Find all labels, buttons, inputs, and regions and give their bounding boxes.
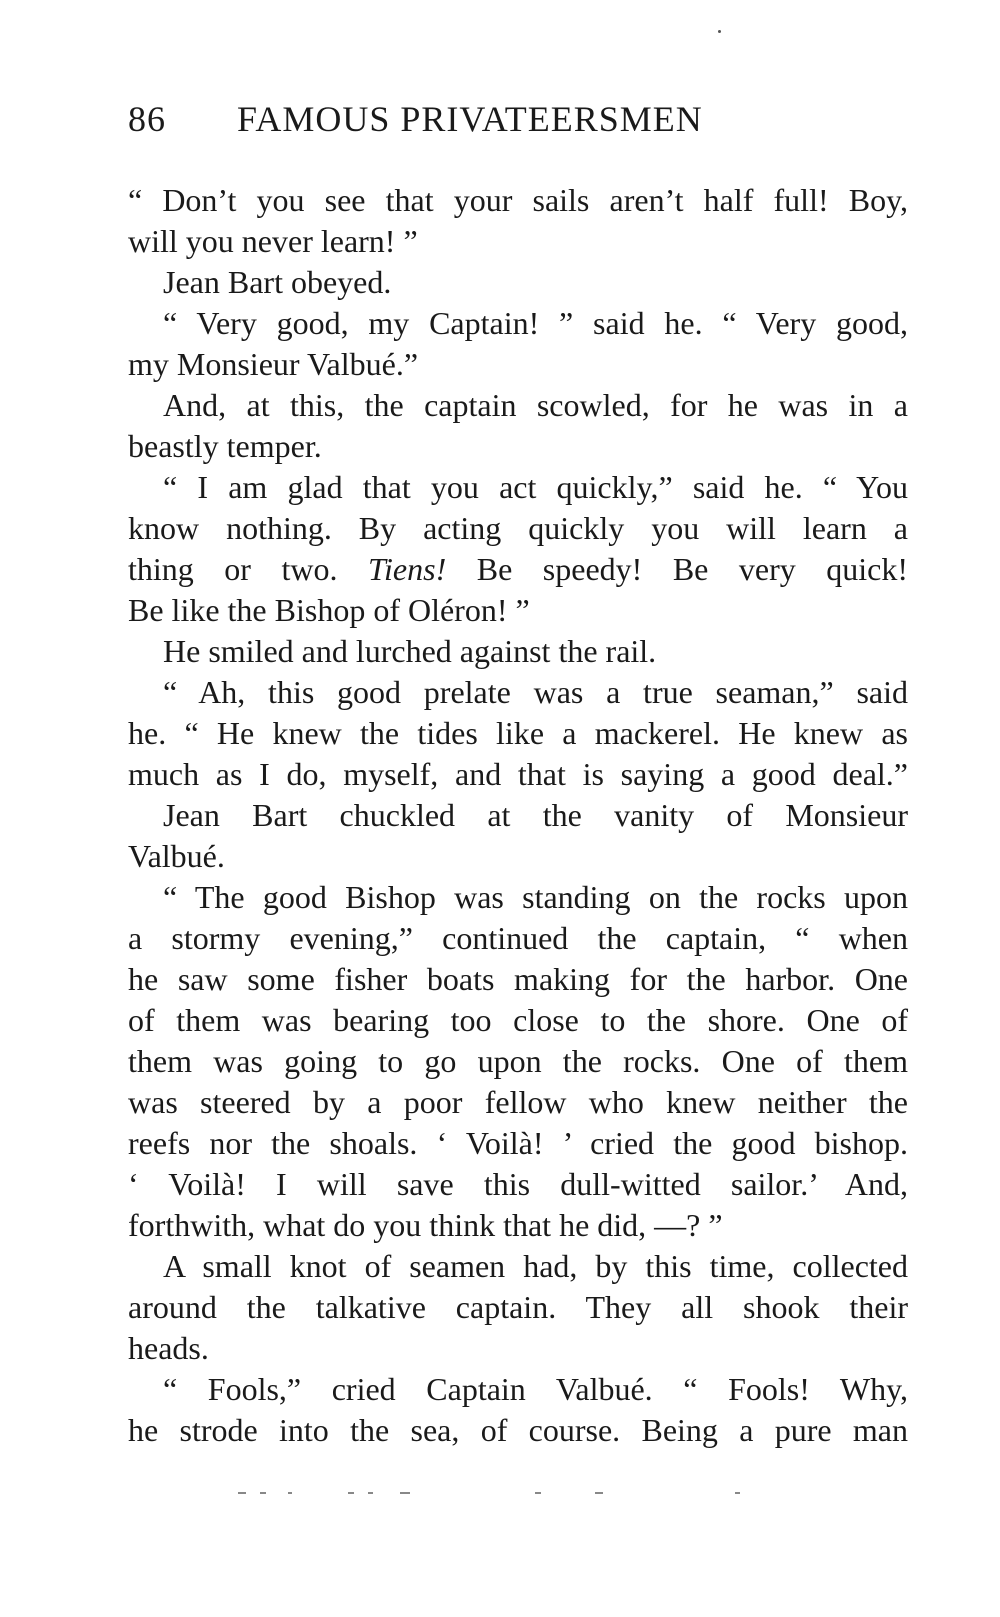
text-line: a stormy evening,” continued the captain, “ when [128,920,908,956]
text-line: “ Don’t you see that your sails aren’t half full! Boy, [128,182,908,218]
text-line: of them was bearing too close to the shore. One of [128,1002,908,1038]
scan-artifact-marks [230,1492,750,1496]
italic-exclamation: Tiens! [367,551,447,587]
page-header [128,96,828,142]
text-line: reefs nor the shoals. ‘ Voilà! ’ cried the good bishop. [128,1125,908,1161]
text-line: “ Very good, my Captain! ” said he. “ Very good, [163,305,908,341]
text-line: he. “ He knew the tides like a mackerel. He knew as [128,715,908,751]
page-number: 86 [128,99,166,139]
text-line: “ The good Bishop was standing on the rocks upon [163,879,908,915]
text-line: he strode into the sea, of course. Being a pure man [128,1412,908,1448]
text-line: forthwith, what do you think that he did, —? ” [128,1207,723,1243]
text-segment: Be speedy! Be very quick! [476,551,909,587]
text-line: Jean Bart chuckled at the vanity of Monsieur [163,797,908,833]
running-title: FAMOUS PRIVATEERSMEN [237,99,703,139]
text-line: And, at this, the captain scowled, for he was in a [163,387,908,423]
text-segment: thing or two. [128,551,338,587]
text-line: He smiled and lurched against the rail. [163,633,657,669]
text-line: much as I do, myself, and that is saying a good deal.” [128,756,908,792]
text-line: “ I am glad that you act quickly,” said he. “ You [163,469,908,505]
text-line: my Monsieur Valbué.” [128,346,419,382]
text-line: “ Ah, this good prelate was a true seaman,” said [163,674,908,710]
text-line: A small knot of seamen had, by this time, collected [163,1248,908,1284]
text-line: was steered by a poor fellow who knew neither the [128,1084,908,1120]
text-line: ‘ Voilà! I will save this dull-witted sailor.’ And, [128,1166,908,1202]
text-line: beastly temper. [128,428,322,464]
text-line: Be like the Bishop of Oléron! ” [128,592,530,628]
text-line: around the talkative captain. They all shook their [128,1289,908,1325]
text-line: heads. [128,1330,209,1366]
text-line: Valbué. [128,838,225,874]
text-line: Jean Bart obeyed. [163,264,392,300]
text-line: will you never learn! ” [128,223,418,259]
text-line: them was going to go upon the rocks. One of them [128,1043,908,1079]
text-line: “ Fools,” cried Captain Valbué. “ Fools! Why, [163,1371,908,1407]
text-line: know nothing. By acting quickly you will learn a [128,510,908,546]
text-line: he saw some fisher boats making for the harbor. One [128,961,908,997]
text-line [128,549,908,589]
scan-speck [718,30,721,33]
